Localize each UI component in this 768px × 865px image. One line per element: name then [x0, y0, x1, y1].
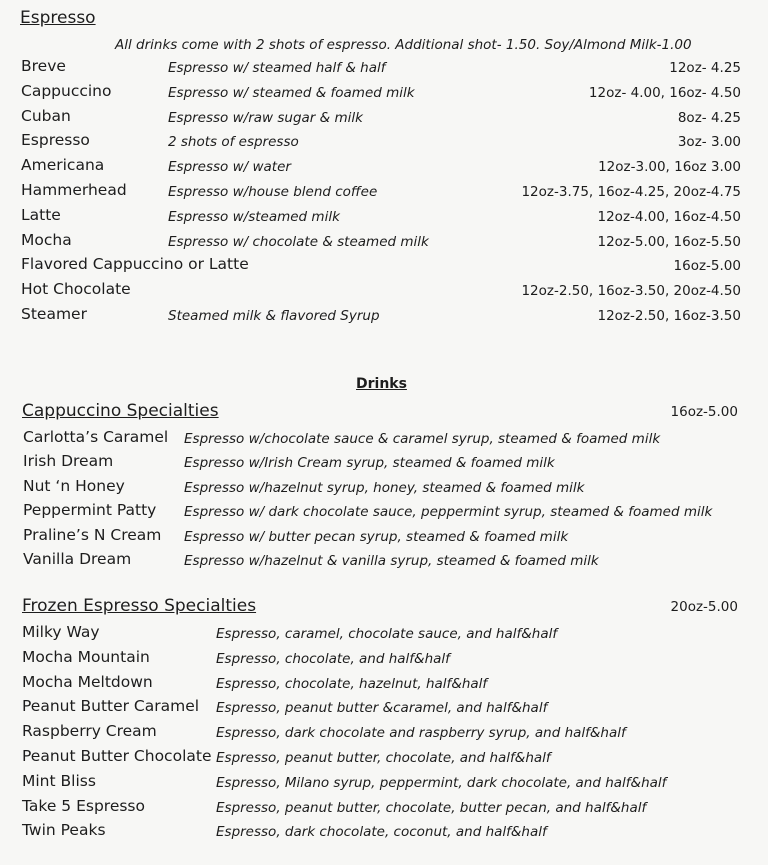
item-name: Espresso: [21, 131, 90, 150]
item-description: Espresso, dark chocolate and raspberry syrup, and half&half: [216, 725, 626, 742]
item-description: Espresso, dark chocolate, coconut, and half&half: [216, 824, 547, 841]
item-description: Espresso w/ water: [168, 159, 291, 176]
item-description: Espresso, chocolate, hazelnut, half&half: [216, 675, 488, 692]
frozen-price: 20oz-5.00: [670, 599, 738, 615]
drinks-title: Drinks: [356, 376, 407, 392]
menu-item: [0, 747, 768, 771]
menu-item: [0, 821, 768, 845]
menu-item: [0, 181, 768, 205]
menu-item: [0, 648, 768, 672]
item-name: Americana: [21, 156, 105, 175]
menu-item: [0, 107, 768, 131]
item-price: 12oz-5.00, 16oz-5.50: [597, 233, 741, 250]
item-description: Espresso w/chocolate sauce & caramel syrup, steamed & foamed milk: [184, 431, 661, 447]
item-name: Raspberry Cream: [22, 722, 157, 741]
menu-item: [0, 305, 768, 329]
item-description: Espresso w/ chocolate & steamed milk: [168, 233, 429, 250]
menu-item: [0, 673, 768, 697]
item-description: Espresso w/ steamed half & half: [168, 60, 386, 76]
menu-item: [0, 550, 768, 574]
frozen-heading: Frozen Espresso Specialties: [22, 596, 257, 616]
item-name: Latte: [21, 205, 61, 224]
item-name: Cuban: [21, 106, 71, 125]
item-description: 2 shots of espresso: [168, 134, 299, 151]
item-description: Espresso, peanut butter, chocolate, butter pecan, and half&half: [216, 799, 647, 816]
item-description: Espresso, peanut butter, chocolate, and half&half: [216, 750, 551, 766]
item-name: Mocha Meltdown: [22, 672, 153, 691]
menu-item: [0, 206, 768, 230]
item-name: Irish Dream: [23, 452, 114, 471]
item-price: 16oz-5.00: [673, 258, 741, 275]
item-price: 8oz- 4.25: [677, 109, 741, 126]
item-description: Espresso w/house blend coffee: [168, 184, 378, 200]
item-description: Espresso w/ steamed & foamed milk: [168, 84, 415, 101]
menu-item: [0, 623, 768, 647]
item-name: Hot Chocolate: [21, 280, 131, 299]
item-description: Espresso w/hazelnut syrup, honey, steamed & foamed milk: [184, 479, 585, 496]
item-name: Mocha: [21, 230, 72, 249]
item-description: Espresso w/steamed milk: [168, 208, 340, 225]
item-name: Twin Peaks: [22, 821, 106, 840]
item-name: Peanut Butter Caramel: [22, 697, 200, 716]
item-price: 12oz-3.75, 16oz-4.25, 20oz-4.75: [521, 184, 741, 200]
item-price: 3oz- 3.00: [677, 134, 741, 151]
menu-item: [0, 526, 768, 550]
menu-item: [0, 57, 768, 81]
item-name: Cappuccino: [21, 81, 112, 100]
menu-item: [0, 280, 768, 304]
item-name: Nut ‘n Honey: [23, 476, 125, 495]
menu-item: [0, 452, 768, 476]
item-name: Milky Way: [22, 623, 100, 641]
menu-item: [0, 797, 768, 821]
item-name: Carlotta’s Caramel: [23, 428, 169, 446]
item-price: 12oz-2.50, 16oz-3.50, 20oz-4.50: [521, 283, 741, 300]
item-name: Mint Bliss: [22, 771, 96, 790]
menu-item: [0, 697, 768, 721]
menu-item: [0, 231, 768, 255]
item-name: Peanut Butter Chocolate: [22, 747, 212, 765]
item-name: Breve: [21, 57, 66, 75]
item-price: 12oz-3.00, 16oz 3.00: [598, 159, 741, 176]
item-name: Steamer: [21, 305, 87, 323]
item-name: Mocha Mountain: [22, 647, 150, 666]
menu-item: [0, 131, 768, 155]
menu-item: [0, 722, 768, 746]
item-description: Espresso w/raw sugar & milk: [168, 109, 363, 126]
item-description: Espresso w/Irish Cream syrup, steamed & foamed milk: [184, 455, 555, 472]
item-name: Peppermint Patty: [23, 501, 157, 520]
item-description: Espresso w/hazelnut & vanilla syrup, steamed & foamed milk: [184, 553, 599, 569]
item-name: Flavored Cappuccino or Latte: [21, 255, 249, 274]
menu-item: [0, 477, 768, 501]
item-description: Espresso, chocolate, and half&half: [216, 650, 450, 667]
item-name: Take 5 Espresso: [22, 796, 145, 815]
espresso-heading: Espresso: [20, 8, 96, 28]
item-name: Vanilla Dream: [23, 550, 132, 568]
cappuccino-price: 16oz-5.00: [670, 404, 738, 420]
menu-item: [0, 82, 768, 106]
item-description: Espresso, peanut butter &caramel, and half&half: [216, 700, 548, 717]
item-description: Espresso w/ butter pecan syrup, steamed & foamed milk: [184, 528, 569, 545]
item-price: 12oz-2.50, 16oz-3.50: [597, 308, 741, 324]
menu-item: [0, 156, 768, 180]
menu-item: [0, 255, 768, 279]
item-description: Espresso, Milano syrup, peppermint, dark chocolate, and half&half: [216, 774, 667, 791]
item-name: Hammerhead: [21, 181, 127, 199]
espresso-note: All drinks come with 2 shots of espresso. Additional shot- 1.50. Soy/Almond Milk-1.00: [115, 37, 692, 53]
cappuccino-heading: Cappuccino Specialties: [22, 401, 219, 421]
menu-item: [0, 501, 768, 525]
item-description: Steamed milk & flavored Syrup: [168, 308, 380, 324]
menu-item: [0, 772, 768, 796]
menu-item: [0, 428, 768, 452]
item-name: Praline’s N Cream: [23, 525, 162, 544]
item-description: Espresso, caramel, chocolate sauce, and half&half: [216, 626, 558, 642]
item-price: 12oz- 4.25: [669, 60, 741, 76]
item-price: 12oz- 4.00, 16oz- 4.50: [588, 84, 741, 101]
item-description: Espresso w/ dark chocolate sauce, peppermint syrup, steamed & foamed milk: [184, 504, 713, 521]
item-price: 12oz-4.00, 16oz-4.50: [597, 208, 741, 225]
